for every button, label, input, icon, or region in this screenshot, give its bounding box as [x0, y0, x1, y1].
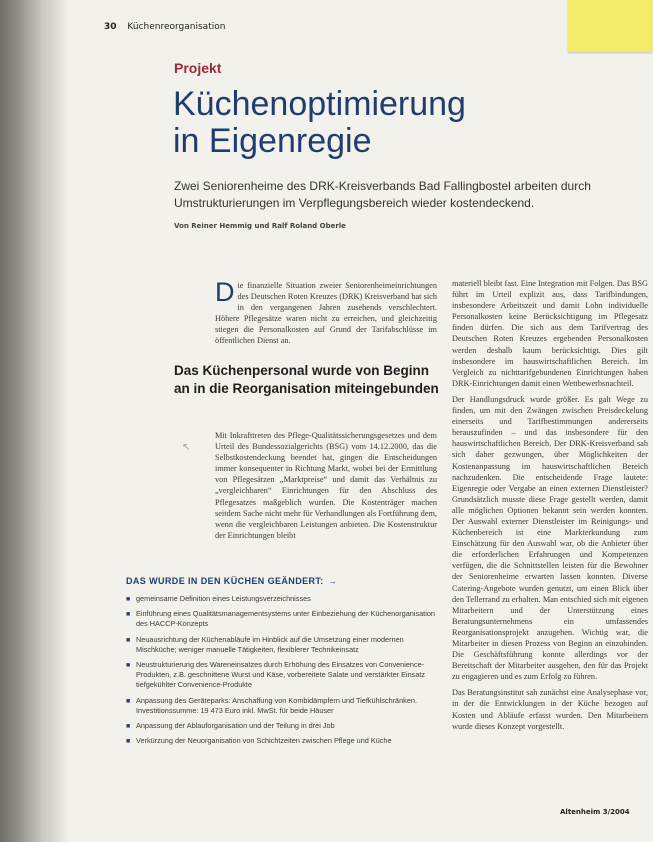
list-item: ■ gemeinsame Definition eines Leistungsverzeichnisses — [126, 594, 436, 604]
intro-paragraph — [215, 277, 437, 347]
list-item: ■ Neuausrichtung der Küchenabläufe im Hinblick auf die Umsetzung einer modernen Mischküche; weniger manuelle Tätigkeiten, flexiblerer Technikeinsatz — [126, 634, 404, 654]
list-item: ■ Neustrukturierung des Wareneinsatzes durch Erhöhung des Einsatzes von Convenience-Produkten, z.B. geschnittene Wurst und Käse, vorbereitete Salate und verstärkter Einsatz tiefgekühlter Convenience-Produkte — [126, 660, 426, 690]
intro-text: ie finanzielle Situation zweier Seniorenheimeinrichtungen des Deutschen Roten Kreuzes (DRK) Kreisverband hat sich in den vergangenen Jahren zusehends verschlechtert. Höhere Pflegesätze waren nicht zu erreichen, und gleichzeitig stiegen die Personalkosten auf Grund der Tarifabschlüsse im öffentlichen Dienst an. — [215, 281, 437, 346]
subheading: Das Küchenpersonal wurde von Beginn an in die Reorganisation miteingebunden — [174, 363, 439, 396]
list-item: ■ Einführung eines Qualitätsmanagementsystems unter Einbeziehung der Küchenorganisation des HACCP-Konzepts — [126, 609, 435, 629]
bullet-icon: ■ — [126, 611, 131, 619]
right-paragraph: materiell bleibt fast. Eine Integration mit Folgen. Das BSG führt im Urteil explizit aus, dass Tarifbindungen, insbesondere Arbeitszeit und damit Lohn individuelle Personalkosten keine Berücksichtigung im Pflegesatz finden dürfen. Die sich aus dem Tarifvertrag des Deutschen Roten Kreuzes ergebenden Personalkosten werden deshalb kaum berücksichtigt. Dies gilt insbesondere im hauswirtschaftlichen Bereich. Im Vergleich zu nichttarifgebundenen Einrichtungen haben DRK-Einrichtungen damit einen Wettbewerbsnachteil. — [452, 279, 648, 388]
page-number: 30 — [104, 22, 117, 32]
list-heading-text: DAS WURDE IN DEN KÜCHEN GEÄNDERT: — [126, 576, 324, 586]
article-title — [173, 86, 466, 160]
running-header — [104, 22, 225, 32]
right-column — [452, 278, 648, 737]
byline: Von Reiner Hemmig und Ralf Roland Oberle — [174, 222, 346, 230]
list-heading — [126, 576, 337, 586]
binding-shadow — [0, 0, 70, 842]
title-line-1: Küchenoptimierung — [173, 85, 466, 123]
footer-issue: Altenheim 3/2004 — [560, 808, 630, 816]
lead-paragraph: Zwei Seniorenheime des DRK-Kreisverbands Bad Fallingbostel arbeiten durch Umstrukturierungen im Verpflegungsbereich wieder kostendeckend. — [174, 179, 591, 210]
bullet-icon: ■ — [126, 636, 131, 644]
bullet-icon: ■ — [126, 662, 131, 670]
list-item: ■ Anpassung der Ablauforganisation und der Teilung in drei Job — [126, 721, 436, 731]
drop-cap: D — [215, 277, 235, 307]
bullet-icon: ■ — [126, 723, 131, 731]
bullet-icon: ■ — [126, 697, 131, 705]
mid-column: Mit Inkrafttreten des Pflege-Qualitätssicherungsgesetzes und dem Urteil des Bundessozialgerichts (BSG) vom 14.12.2000, das die Selbstkostendeckung beendet hat, gingen die Entscheidungen immer konsequenter in Richtung Markt, wobei bei der Ermittlung von Pflegesätzen „Marktpreise“ und damit das Verhältnis zu „vergleichbaren“ Einrichtungen für den Abschluss des Pflegesatzes maßgeblich wurden. Die Kostenträger machen seitdem Sache nicht mehr für Verhandlungen als Fortführung dem, wenn die vergleichbaren Leistungen anbieten. Die Kostenstruktur der Einrichtungen bleibt — [215, 431, 437, 540]
bullet-icon: ■ — [126, 596, 131, 603]
right-paragraph: Das Beratungsinstitut sah zunächst eine Analysephase vor, in der die Entwicklungen in der Küche bezogen auf Kosten und Abläufe erfasst wurden. Den Mitarbeitern wurde dieses Konzept vorgestellt. — [452, 688, 648, 731]
right-paragraph: Der Handlungsdruck wurde größer. Es galt Wege zu finden, um mit den Zwängen zwischen Preisdeckelung einerseits und Tarifbestimmungen andererseits herauszufinden – und das insbesondere für den hauswirtschaftlichen Bereich. Der DRK-Kreisverband sah sich daher gezwungen, über Möglichkeiten der Kostenanpassung im hauswirtschaftlichen Bereich nachzudenken. Die entscheidende Frage lautete: Eigenregie oder Vergabe an einen externen Dienstleister? Grundsätzlich musste diese Frage gestellt werden, damit alle möglichen Optionen bekannt sein werden konnten. Der Auswahl externer Dienstleister im Reinigungs- und Küchenbereich ist eine Markterkundung zum Einschätzung für den Auswahl war, ob die Anbieter über die erforderlichen Erfahrungen und Kompetenzen verfügen, die die Schnittstellen leisten für die Bewohner der Seniorenheime erwarten lassen konnten. Diverse Catering-Angebote wurden genutzt, um einen Blick über den Tellerrand zu erhalten. Man entschied sich mit eigenen Mitarbeitern und der Unterstützung eines Beratungsunternehmens ein umfassendes Reorganisationsprojekt anzugehen. Wichtig war, die Mitarbeiter in diesen Prozess von Beginn an einzubinden. Die Geschäftsführung konnte allerdings vor der Bereitschaft der Mitarbeiter ausgehen, den für das Projekt zu engagieren und es zum Erfolg zu führen. — [452, 394, 648, 682]
list-item: ■ Anpassung des Geräteparks: Anschaffung von Kombidämpfern und Tiefkühlschränken. Investitionssumme: 19 473 Euro inkl. MwSt. für beide Häuser — [126, 695, 417, 715]
kicker: Projekt — [174, 60, 222, 76]
sticky-note — [568, 0, 653, 52]
changes-list — [126, 594, 436, 751]
arrow-right-icon: → — [327, 576, 338, 586]
list-item: ■ Verkürzung der Neuorganisation von Schichtzeiten zwischen Pflege und Küche — [126, 736, 436, 746]
section-title: Küchenreorganisation — [127, 22, 226, 32]
cursor-mark-icon: ↖ — [182, 442, 191, 453]
title-line-2: in Eigenregie — [173, 122, 372, 160]
bullet-icon: ■ — [126, 738, 131, 746]
